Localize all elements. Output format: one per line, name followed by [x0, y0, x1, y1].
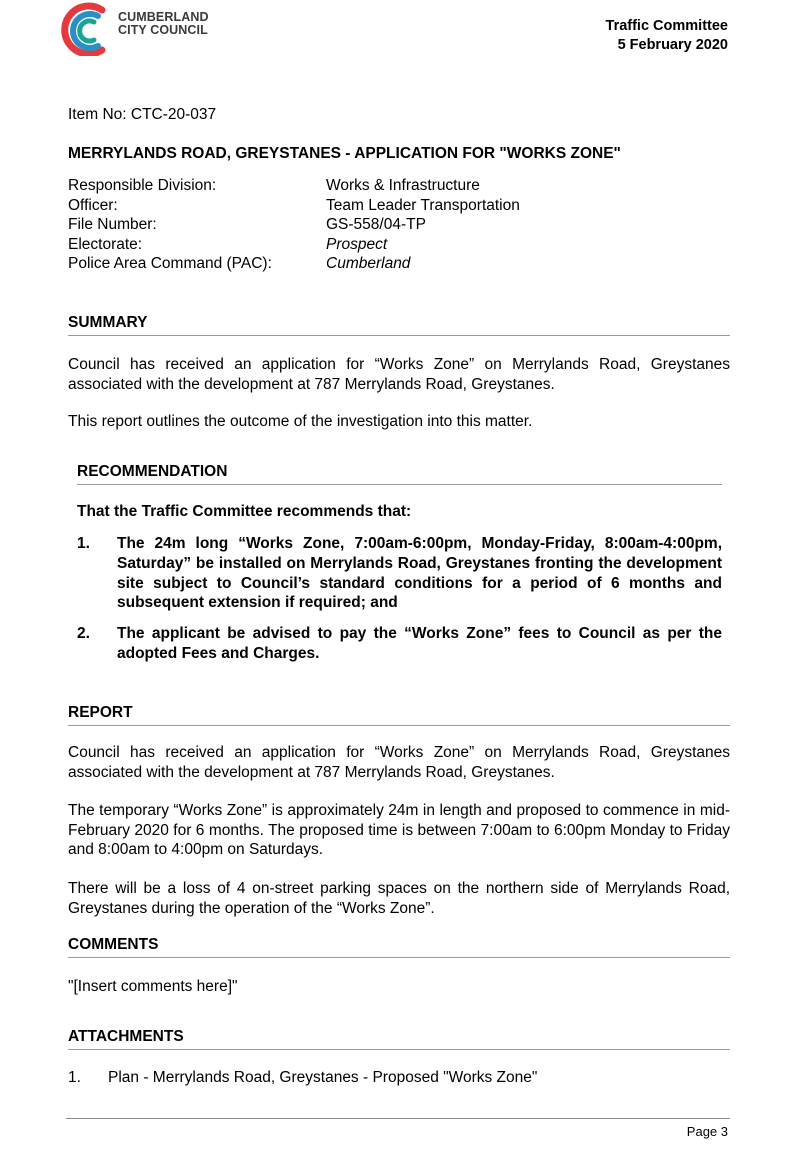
recommendation-text: The 24m long “Works Zone, 7:00am-6:00pm, Monday-Friday, 8:00am-4:00pm, Saturday” be installed on Merrylands Road, Greystanes fronting the development site subject to Council’s standard conditions for a period of 6 months and subsequent extension if required; and: [117, 535, 722, 612]
logo-line-1: CUMBERLAND: [118, 10, 209, 24]
item-number: Item No: CTC-20-037: [68, 106, 217, 123]
recommendation-item: [77, 624, 722, 664]
meta-value: Works & Infrastructure: [326, 177, 480, 194]
meta-row: [68, 176, 520, 196]
report-paragraph: Council has received an application for “Works Zone” on Merrylands Road, Greystanes associated with the development at 787 Merrylands Road, Greystanes.: [68, 744, 730, 781]
report-metadata: [68, 176, 520, 274]
meta-label: Electorate:: [68, 235, 143, 253]
comments-heading: COMMENTS: [68, 936, 730, 958]
recommendation-text: The applicant be advised to pay the “Works Zone” fees to Council as per the adopted Fees and Charges.: [117, 625, 722, 662]
meta-label: Officer:: [68, 196, 118, 214]
report-paragraph: The temporary “Works Zone” is approximately 24m in length and proposed to commence in mid-February 2020 for 6 months. The proposed time is between 7:00am to 6:00pm Monday to Friday and 8:00am to 4:00pm on Saturdays.: [68, 802, 730, 859]
recommendation-number: 2.: [77, 625, 90, 642]
page-number: Page 3: [686, 1124, 728, 1139]
cumberland-c-logo-icon: [56, 0, 112, 56]
report-paragraph: There will be a loss of 4 on-street parking spaces on the northern side of Merrylands Road, Greystanes during the operation of the “Works Zone”.: [68, 880, 730, 917]
council-logo: [56, 0, 226, 56]
meta-row: [68, 254, 520, 274]
logo-wordmark: [118, 11, 209, 37]
meta-value: Team Leader Transportation: [326, 196, 520, 214]
meta-row: [68, 196, 520, 216]
recommendation-intro: That the Traffic Committee recommends that:: [77, 503, 412, 520]
attachment-item[interactable]: [68, 1069, 537, 1087]
footer-divider: [66, 1118, 730, 1119]
meta-value: Cumberland: [326, 255, 411, 273]
recommendation-item: [77, 534, 722, 613]
meta-label: File Number:: [68, 216, 157, 234]
attachment-number: 1.: [68, 1069, 81, 1086]
meta-row: [68, 215, 520, 235]
meta-value: GS-558/04-TP: [326, 216, 426, 234]
recommendation-number: 1.: [77, 535, 90, 552]
meta-row: [68, 235, 520, 255]
report-title: MERRYLANDS ROAD, GREYSTANES - APPLICATION FOR "WORKS ZONE": [68, 145, 621, 162]
meeting-date: 5 February 2020: [617, 37, 728, 53]
summary-heading: SUMMARY: [68, 314, 730, 336]
logo-line-2: CITY COUNCIL: [118, 23, 208, 37]
meta-label: Police Area Command (PAC):: [68, 255, 272, 273]
attachments-heading: ATTACHMENTS: [68, 1028, 730, 1050]
recommendation-heading: RECOMMENDATION: [77, 463, 722, 485]
attachment-link[interactable]: Plan - Merrylands Road, Greystanes - Proposed "Works Zone": [108, 1069, 538, 1086]
report-heading: REPORT: [68, 704, 730, 726]
committee-name: Traffic Committee: [605, 18, 728, 34]
meta-value: Prospect: [326, 235, 388, 253]
summary-paragraph: Council has received an application for “Works Zone” on Merrylands Road, Greystanes associated with the development at 787 Merrylands Road, Greystanes.: [68, 356, 730, 393]
meta-label: Responsible Division:: [68, 177, 217, 194]
header-meeting-info: [606, 17, 728, 55]
comments-text: "[Insert comments here]": [68, 978, 238, 995]
summary-paragraph: This report outlines the outcome of the investigation into this matter.: [68, 413, 533, 430]
